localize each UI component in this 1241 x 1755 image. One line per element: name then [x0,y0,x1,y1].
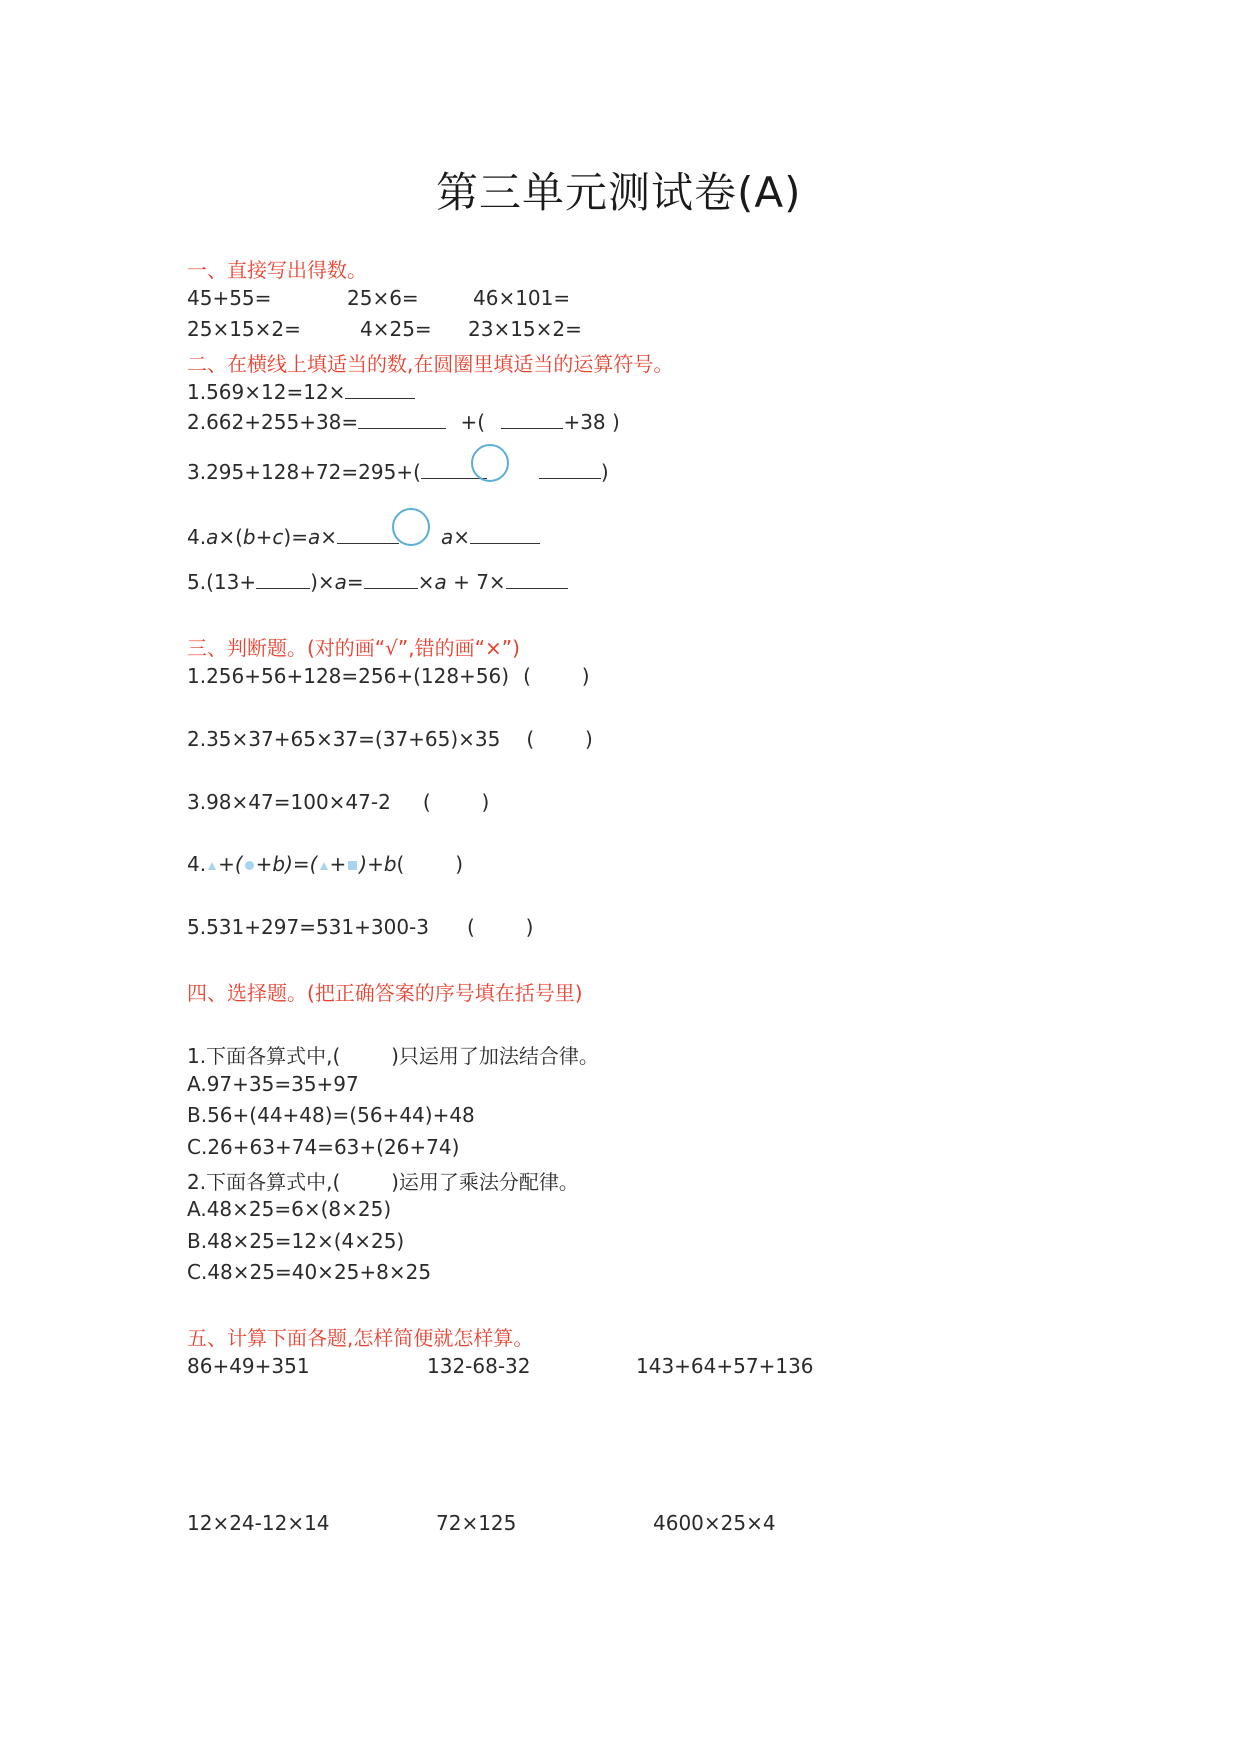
s2-q4-part: + [255,525,273,549]
dot-icon [245,861,254,870]
s2-q5-part: = [346,570,364,594]
section-5-heading: 五、计算下面各题,怎样简便就怎样算。 [187,1326,534,1350]
section-3-heading: 三、判断题。(对的画“√”,错的画“×”) [187,636,520,660]
s3-item-text: 1.256+56+128=256+(128+56) [187,664,510,688]
s1-item: 4×25= [360,317,432,341]
page-title: 第三单元测试卷(A) [436,168,802,217]
s3-item-part: )+ [359,852,384,876]
square-icon [348,861,357,870]
s5-expression: 86+49+351 [187,1354,310,1378]
s2-q4-part: a [206,525,219,549]
s2-q4-part: × [320,525,337,549]
s2-q4-part: × [453,525,471,549]
s3-item-part: + [329,852,347,876]
s3-item-part: )=( [285,852,318,876]
s4-option[interactable]: B.56+(44+48)=(56+44)+48 [187,1103,475,1127]
s4-option[interactable]: C.26+63+74=63+(26+74) [187,1135,460,1159]
s5-expression: 72×125 [436,1511,517,1535]
s2-question-5 [187,570,568,594]
answer-blank[interactable] [256,570,310,589]
s2-q1-text: 1.569×12=12× [187,380,346,404]
s2-q5-part: )× [310,570,335,594]
section-1-heading: 一、直接写出得数。 [187,258,367,282]
s5-expression: 143+64+57+136 [636,1354,814,1378]
triangle-icon [320,862,328,870]
s2-question-2 [187,410,620,434]
s3-item [187,790,489,814]
s3-item-text: 3.98×47=100×47-2 [187,790,391,814]
answer-paren[interactable]: ( ) [422,790,490,814]
s1-item: 25×6= [347,286,419,310]
s1-item: 23×15×2= [468,317,582,341]
s3-item-part: b [383,852,397,876]
answer-paren[interactable]: ( ) [523,664,590,688]
s3-item [187,915,533,939]
s4-option[interactable]: C.48×25=40×25+8×25 [187,1260,432,1284]
answer-blank[interactable] [364,570,418,589]
s2-q3-part: 3.295+128+72=295+( [187,460,421,484]
s1-item: 25×15×2= [187,317,301,341]
triangle-icon [208,862,216,870]
s4-option[interactable]: B.48×25=12×(4×25) [187,1229,405,1253]
answer-blank[interactable] [506,570,568,589]
circle-icon[interactable] [471,444,509,482]
s2-q2-part: +( [460,410,486,434]
s2-q5-part: a [334,570,347,594]
answer-blank[interactable] [470,525,540,544]
s4-option[interactable]: A.97+35=35+97 [187,1072,359,1096]
s2-question-4 [187,525,540,549]
answer-paren[interactable]: ( ) [526,727,593,751]
s3-item-part: +( [218,852,243,876]
answer-blank[interactable] [337,525,399,544]
s3-item-text: 2.35×37+65×37=(37+65)×35 [187,727,501,751]
s5-expression: 12×24-12×14 [187,1511,330,1535]
s3-item-text: 5.531+297=531+300-3 [187,915,429,939]
s4-question: 2.下面各算式中,( )运用了乘法分配律。 [187,1170,579,1194]
s2-question-1 [187,380,415,404]
circle-icon[interactable] [392,508,430,546]
s3-item [187,852,463,876]
s2-q4-part: )= [283,525,308,549]
answer-paren[interactable]: ( ) [467,915,534,939]
s2-q4-part: a [440,525,454,549]
s2-q4-part: c [272,525,284,549]
section-4-heading: 四、选择题。(把正确答案的序号填在括号里) [187,981,583,1005]
s3-item [187,664,590,688]
s5-expression: 4600×25×4 [653,1511,776,1535]
s2-q5-part: a [434,570,447,594]
s2-q5-part: 5.(13+ [187,570,257,594]
s3-item-part: + [255,852,273,876]
s5-expression: 132-68-32 [427,1354,531,1378]
section-2-heading: 二、在横线上填适当的数,在圆圈里填适当的运算符号。 [187,352,674,376]
s2-q4-part: b [242,525,256,549]
s1-item: 46×101= [473,286,571,310]
answer-blank[interactable] [345,380,415,399]
s4-question: 1.下面各算式中,( )只运用了加法结合律。 [187,1044,599,1068]
s1-item: 45+55= [187,286,272,310]
s3-item-part: 4. [187,852,207,876]
s2-q4-part: a [307,525,321,549]
s2-q5-part: + 7× [446,570,506,594]
s2-q2-part: +38 ) [563,410,620,434]
answer-blank[interactable] [501,410,563,429]
answer-paren[interactable]: ( ) [396,852,463,876]
s3-item-part: b [272,852,286,876]
s4-option[interactable]: A.48×25=6×(8×25) [187,1197,392,1221]
answer-blank[interactable] [358,410,446,429]
s2-question-3 [187,460,609,484]
s2-q3-part: ) [600,460,609,484]
s3-item [187,727,593,751]
s2-q4-part: ×( [218,525,243,549]
s2-q5-part: × [417,570,435,594]
s2-q2-part: 2.662+255+38= [187,410,359,434]
answer-blank[interactable] [539,460,601,479]
s2-q4-part: 4. [187,525,207,549]
